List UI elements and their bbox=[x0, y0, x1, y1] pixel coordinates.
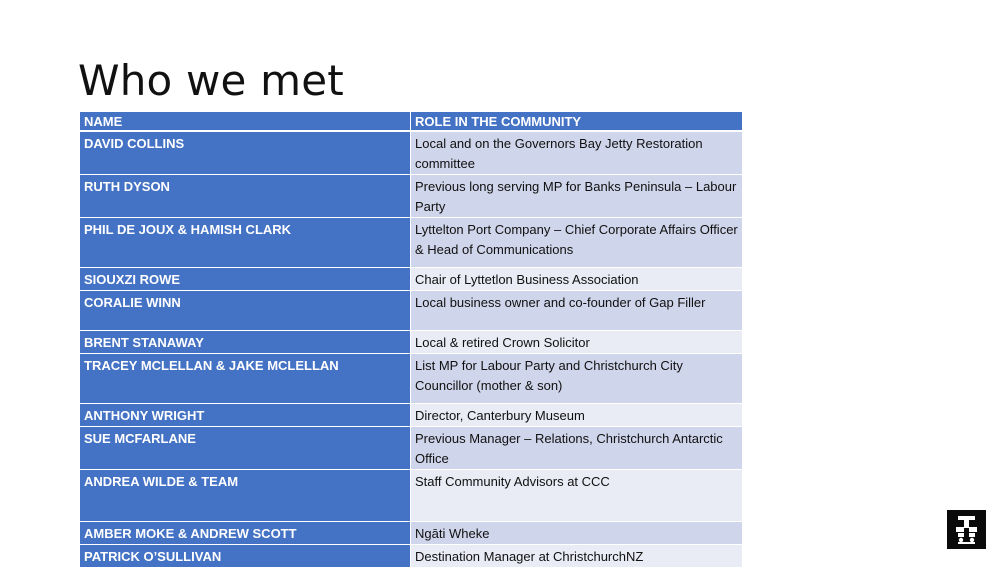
role-cell: Lyttelton Port Company – Chief Corporate Affairs Officer & Head of Communications bbox=[411, 218, 742, 268]
table-row bbox=[80, 132, 742, 175]
name-cell: PHIL DE JOUX & HAMISH CLARK bbox=[80, 218, 411, 268]
role-cell: Local and on the Governors Bay Jetty Restoration committee bbox=[411, 132, 742, 175]
role-cell: Staff Community Advisors at CCC bbox=[411, 470, 742, 522]
table-row bbox=[80, 354, 742, 404]
role-cell: Local & retired Crown Solicitor bbox=[411, 331, 742, 354]
people-table bbox=[80, 112, 742, 568]
table-row bbox=[80, 268, 742, 291]
table-row bbox=[80, 404, 742, 427]
name-cell: TRACEY MCLELLAN & JAKE MCLELLAN bbox=[80, 354, 411, 404]
column-header-role: ROLE IN THE COMMUNITY bbox=[411, 112, 742, 132]
role-cell: List MP for Labour Party and Christchurch City Councillor (mother & son) bbox=[411, 354, 742, 404]
table-header-row bbox=[80, 112, 742, 132]
role-cell: Previous Manager – Relations, Christchurch Antarctic Office bbox=[411, 427, 742, 470]
role-cell: Ngāti Wheke bbox=[411, 522, 742, 545]
table-row bbox=[80, 522, 742, 545]
table-row bbox=[80, 470, 742, 522]
page-title: Who we met bbox=[78, 56, 344, 105]
name-cell: ANDREA WILDE & TEAM bbox=[80, 470, 411, 522]
role-cell: Previous long serving MP for Banks Peninsula – Labour Party bbox=[411, 175, 742, 218]
role-cell: Destination Manager at ChristchurchNZ bbox=[411, 545, 742, 568]
name-cell: PATRICK O’SULLIVAN bbox=[80, 545, 411, 568]
name-cell: SUE MCFARLANE bbox=[80, 427, 411, 470]
name-cell: DAVID COLLINS bbox=[80, 132, 411, 175]
name-cell: AMBER MOKE & ANDREW SCOTT bbox=[80, 522, 411, 545]
name-cell: SIOUXZI ROWE bbox=[80, 268, 411, 291]
name-cell: RUTH DYSON bbox=[80, 175, 411, 218]
organisation-logo-icon bbox=[947, 510, 986, 549]
role-cell: Chair of Lyttetlon Business Association bbox=[411, 268, 742, 291]
logo-mark-icon bbox=[947, 510, 986, 549]
table-row bbox=[80, 427, 742, 470]
table-row bbox=[80, 175, 742, 218]
table-row bbox=[80, 331, 742, 354]
column-header-name: NAME bbox=[80, 112, 411, 132]
name-cell: CORALIE WINN bbox=[80, 291, 411, 331]
role-cell: Director, Canterbury Museum bbox=[411, 404, 742, 427]
table-row bbox=[80, 291, 742, 331]
table-row bbox=[80, 218, 742, 268]
name-cell: ANTHONY WRIGHT bbox=[80, 404, 411, 427]
name-cell: BRENT STANAWAY bbox=[80, 331, 411, 354]
role-cell: Local business owner and co-founder of Gap Filler bbox=[411, 291, 742, 331]
